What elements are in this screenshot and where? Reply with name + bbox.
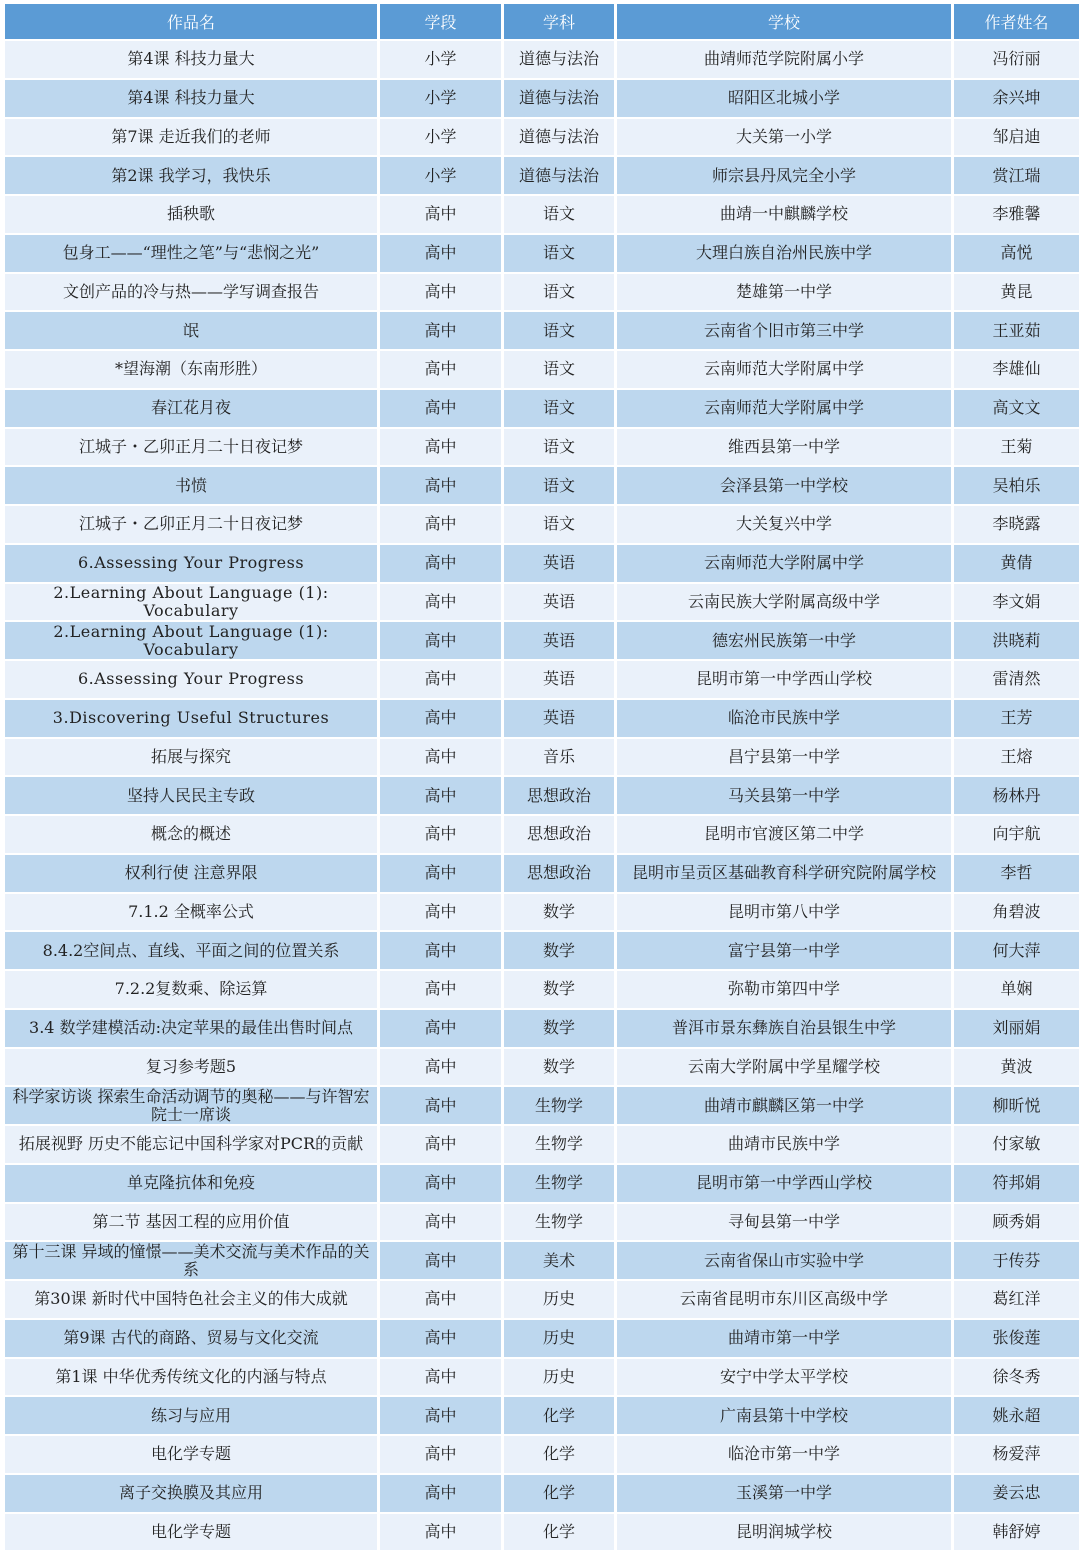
- cell-subject: 生物学: [504, 1165, 614, 1202]
- cell-subject: 数学: [504, 1049, 614, 1086]
- cell-work-name: 单克隆抗体和免疫: [5, 1165, 377, 1202]
- cell-subject: 语文: [504, 506, 614, 543]
- cell-subject: 英语: [504, 700, 614, 737]
- cell-subject: 数学: [504, 1010, 614, 1047]
- cell-author: 符邦娟: [954, 1165, 1079, 1202]
- cell-stage: 高中: [380, 1397, 501, 1434]
- cell-work-name: 7.1.2 全概率公式: [5, 894, 377, 931]
- cell-stage: 高中: [380, 932, 501, 969]
- cell-stage: 高中: [380, 312, 501, 349]
- cell-work-name: 春江花月夜: [5, 390, 377, 427]
- cell-school: 安宁中学太平学校: [617, 1359, 951, 1396]
- table-row: [5, 816, 1079, 853]
- cell-school: 昆明市第八中学: [617, 894, 951, 931]
- cell-subject: 道德与法治: [504, 80, 614, 117]
- cell-school: 昌宁县第一中学: [617, 739, 951, 776]
- cell-stage: 高中: [380, 545, 501, 582]
- cell-author: 向宇航: [954, 816, 1079, 853]
- cell-school: 楚雄第一中学: [617, 274, 951, 311]
- cell-stage: 高中: [380, 390, 501, 427]
- cell-work-name: 拓展视野 历史不能忘记中国科学家对PCR的贡献: [5, 1126, 377, 1163]
- cell-author: 李文娟: [954, 584, 1079, 621]
- table-row: [5, 1359, 1079, 1396]
- cell-subject: 历史: [504, 1281, 614, 1318]
- cell-work-name: 书愤: [5, 467, 377, 504]
- cell-work-name: 权利行使 注意界限: [5, 855, 377, 892]
- table-row: [5, 894, 1079, 931]
- cell-work-name: 电化学专题: [5, 1514, 377, 1551]
- cell-school: 昭阳区北城小学: [617, 80, 951, 117]
- table-row: [5, 1281, 1079, 1318]
- cell-subject: 思想政治: [504, 777, 614, 814]
- cell-school: 昆明市官渡区第二中学: [617, 816, 951, 853]
- cell-author: 李哲: [954, 855, 1079, 892]
- cell-author: 黄波: [954, 1049, 1079, 1086]
- cell-school: 曲靖市第一中学: [617, 1320, 951, 1357]
- cell-subject: 历史: [504, 1320, 614, 1357]
- cell-school: 弥勒市第四中学: [617, 971, 951, 1008]
- cell-work-name: 第二节 基因工程的应用价值: [5, 1204, 377, 1241]
- cell-school: 云南省保山市实验中学: [617, 1242, 951, 1279]
- cell-stage: 高中: [380, 1475, 501, 1512]
- cell-stage: 高中: [380, 235, 501, 272]
- cell-work-name: 第十三课 异域的憧憬——美术交流与美术作品的关系: [5, 1242, 377, 1279]
- cell-school: 广南县第十中学校: [617, 1397, 951, 1434]
- cell-subject: 数学: [504, 932, 614, 969]
- cell-stage: 高中: [380, 1320, 501, 1357]
- cell-school: 玉溪第一中学: [617, 1475, 951, 1512]
- cell-stage: 高中: [380, 1204, 501, 1241]
- cell-subject: 生物学: [504, 1126, 614, 1163]
- cell-subject: 数学: [504, 971, 614, 1008]
- cell-stage: 高中: [380, 274, 501, 311]
- cell-author: 李雄仙: [954, 351, 1079, 388]
- header-school: 学校: [617, 4, 951, 39]
- cell-stage: 高中: [380, 855, 501, 892]
- cell-subject: 生物学: [504, 1204, 614, 1241]
- cell-subject: 英语: [504, 661, 614, 698]
- table-row: [5, 41, 1079, 78]
- table-row: [5, 622, 1079, 659]
- table-body: [5, 41, 1079, 1550]
- cell-subject: 化学: [504, 1475, 614, 1512]
- cell-work-name: 第4课 科技力量大: [5, 41, 377, 78]
- cell-work-name: 复习参考题5: [5, 1049, 377, 1086]
- cell-stage: 高中: [380, 1087, 501, 1124]
- cell-school: 云南师范大学附属中学: [617, 351, 951, 388]
- cell-subject: 音乐: [504, 739, 614, 776]
- cell-author: 杨林丹: [954, 777, 1079, 814]
- table-row: [5, 1049, 1079, 1086]
- table-row: [5, 429, 1079, 466]
- cell-school: 大关第一小学: [617, 119, 951, 156]
- table-row: [5, 235, 1079, 272]
- table-row: [5, 661, 1079, 698]
- cell-author: 张俊莲: [954, 1320, 1079, 1357]
- cell-author: 赏江瑞: [954, 157, 1079, 194]
- cell-stage: 小学: [380, 80, 501, 117]
- table-row: [5, 932, 1079, 969]
- cell-school: 普洱市景东彝族自治县银生中学: [617, 1010, 951, 1047]
- cell-work-name: 文创产品的冷与热——学写调查报告: [5, 274, 377, 311]
- cell-school: 德宏州民族第一中学: [617, 622, 951, 659]
- cell-author: 王芳: [954, 700, 1079, 737]
- cell-stage: 高中: [380, 777, 501, 814]
- cell-author: 邹启迪: [954, 119, 1079, 156]
- cell-school: 曲靖市民族中学: [617, 1126, 951, 1163]
- table-row: [5, 545, 1079, 582]
- cell-stage: 高中: [380, 816, 501, 853]
- cell-author: 刘丽娟: [954, 1010, 1079, 1047]
- cell-subject: 语文: [504, 196, 614, 233]
- cell-subject: 化学: [504, 1436, 614, 1473]
- cell-work-name: 6.Assessing Your Progress: [5, 545, 377, 582]
- cell-author: 高文文: [954, 390, 1079, 427]
- cell-author: 姚永超: [954, 1397, 1079, 1434]
- table-row: [5, 584, 1079, 621]
- cell-subject: 英语: [504, 622, 614, 659]
- cell-work-name: 2.Learning About Language (1): Vocabulary: [5, 622, 377, 659]
- table-row: [5, 119, 1079, 156]
- cell-subject: 思想政治: [504, 855, 614, 892]
- cell-author: 黄倩: [954, 545, 1079, 582]
- cell-stage: 高中: [380, 1242, 501, 1279]
- cell-subject: 化学: [504, 1514, 614, 1551]
- cell-stage: 高中: [380, 506, 501, 543]
- header-row: [5, 4, 1079, 39]
- cell-subject: 语文: [504, 467, 614, 504]
- cell-author: 顾秀娟: [954, 1204, 1079, 1241]
- cell-school: 临沧市民族中学: [617, 700, 951, 737]
- table-row: [5, 80, 1079, 117]
- cell-school: 马关县第一中学: [617, 777, 951, 814]
- cell-school: 昆明润城学校: [617, 1514, 951, 1551]
- table-row: [5, 1126, 1079, 1163]
- cell-stage: 高中: [380, 971, 501, 1008]
- cell-work-name: 3.4 数学建模活动:决定苹果的最佳出售时间点: [5, 1010, 377, 1047]
- cell-work-name: 3.Discovering Useful Structures: [5, 700, 377, 737]
- cell-subject: 道德与法治: [504, 119, 614, 156]
- cell-author: 冯衍丽: [954, 41, 1079, 78]
- cell-subject: 思想政治: [504, 816, 614, 853]
- cell-school: 大关复兴中学: [617, 506, 951, 543]
- cell-author: 葛红洋: [954, 1281, 1079, 1318]
- cell-work-name: 氓: [5, 312, 377, 349]
- cell-author: 徐冬秀: [954, 1359, 1079, 1396]
- cell-school: 云南民族大学附属高级中学: [617, 584, 951, 621]
- cell-stage: 高中: [380, 1359, 501, 1396]
- works-table: [2, 2, 1080, 1552]
- cell-author: 王亚茹: [954, 312, 1079, 349]
- cell-school: 富宁县第一中学: [617, 932, 951, 969]
- cell-author: 余兴坤: [954, 80, 1079, 117]
- cell-work-name: 练习与应用: [5, 1397, 377, 1434]
- cell-stage: 高中: [380, 739, 501, 776]
- table-row: [5, 1087, 1079, 1124]
- cell-school: 云南师范大学附属中学: [617, 545, 951, 582]
- cell-school: 云南大学附属中学星耀学校: [617, 1049, 951, 1086]
- cell-author: 单娴: [954, 971, 1079, 1008]
- cell-stage: 高中: [380, 661, 501, 698]
- cell-school: 曲靖一中麒麟学校: [617, 196, 951, 233]
- cell-stage: 高中: [380, 196, 501, 233]
- cell-author: 吴柏乐: [954, 467, 1079, 504]
- cell-subject: 语文: [504, 351, 614, 388]
- cell-school: 大理白族自治州民族中学: [617, 235, 951, 272]
- table-row: [5, 1320, 1079, 1357]
- cell-school: 临沧市第一中学: [617, 1436, 951, 1473]
- cell-work-name: 拓展与探究: [5, 739, 377, 776]
- cell-author: 李雅馨: [954, 196, 1079, 233]
- cell-work-name: 包身工——“理性之笔”与“悲悯之光”: [5, 235, 377, 272]
- cell-subject: 化学: [504, 1397, 614, 1434]
- cell-author: 洪晓莉: [954, 622, 1079, 659]
- cell-stage: 高中: [380, 700, 501, 737]
- table-row: [5, 351, 1079, 388]
- header-subject: 学科: [504, 4, 614, 39]
- cell-work-name: 江城子・乙卯正月二十日夜记梦: [5, 506, 377, 543]
- cell-stage: 小学: [380, 41, 501, 78]
- cell-work-name: 江城子・乙卯正月二十日夜记梦: [5, 429, 377, 466]
- cell-school: 云南省个旧市第三中学: [617, 312, 951, 349]
- table-row: [5, 1204, 1079, 1241]
- cell-subject: 英语: [504, 545, 614, 582]
- cell-work-name: 第2课 我学习，我快乐: [5, 157, 377, 194]
- table-row: [5, 739, 1079, 776]
- cell-author: 黄昆: [954, 274, 1079, 311]
- cell-subject: 生物学: [504, 1087, 614, 1124]
- cell-subject: 历史: [504, 1359, 614, 1396]
- cell-school: 曲靖师范学院附属小学: [617, 41, 951, 78]
- cell-school: 昆明市第一中学西山学校: [617, 1165, 951, 1202]
- cell-school: 昆明市第一中学西山学校: [617, 661, 951, 698]
- cell-author: 王熔: [954, 739, 1079, 776]
- table-row: [5, 971, 1079, 1008]
- cell-subject: 英语: [504, 584, 614, 621]
- table-row: [5, 196, 1079, 233]
- cell-work-name: 坚持人民民主专政: [5, 777, 377, 814]
- cell-school: 云南师范大学附属中学: [617, 390, 951, 427]
- header-stage: 学段: [380, 4, 501, 39]
- table-row: [5, 1010, 1079, 1047]
- table-row: [5, 312, 1079, 349]
- cell-work-name: 概念的概述: [5, 816, 377, 853]
- cell-school: 昆明市呈贡区基础教育科学研究院附属学校: [617, 855, 951, 892]
- cell-work-name: 第30课 新时代中国特色社会主义的伟大成就: [5, 1281, 377, 1318]
- table-row: [5, 777, 1079, 814]
- cell-stage: 高中: [380, 351, 501, 388]
- cell-stage: 高中: [380, 1514, 501, 1551]
- cell-work-name: 科学家访谈 探索生命活动调节的奥秘——与许智宏院士一席谈: [5, 1087, 377, 1124]
- cell-work-name: 第1课 中华优秀传统文化的内涵与特点: [5, 1359, 377, 1396]
- table-row: [5, 1242, 1079, 1279]
- cell-work-name: 2.Learning About Language (1): Vocabulary: [5, 584, 377, 621]
- table-row: [5, 1436, 1079, 1473]
- cell-author: 李晓露: [954, 506, 1079, 543]
- cell-school: 寻甸县第一中学: [617, 1204, 951, 1241]
- table-row: [5, 157, 1079, 194]
- cell-stage: 高中: [380, 1010, 501, 1047]
- cell-stage: 高中: [380, 584, 501, 621]
- cell-stage: 小学: [380, 119, 501, 156]
- cell-subject: 美术: [504, 1242, 614, 1279]
- cell-stage: 高中: [380, 1436, 501, 1473]
- table-row: [5, 390, 1079, 427]
- cell-stage: 高中: [380, 1126, 501, 1163]
- cell-work-name: 6.Assessing Your Progress: [5, 661, 377, 698]
- cell-subject: 道德与法治: [504, 41, 614, 78]
- table-row: [5, 274, 1079, 311]
- cell-subject: 语文: [504, 235, 614, 272]
- cell-school: 云南省昆明市东川区高级中学: [617, 1281, 951, 1318]
- cell-work-name: 第9课 古代的商路、贸易与文化交流: [5, 1320, 377, 1357]
- table-row: [5, 1475, 1079, 1512]
- table-row: [5, 506, 1079, 543]
- cell-stage: 高中: [380, 894, 501, 931]
- cell-author: 付家敏: [954, 1126, 1079, 1163]
- cell-stage: 高中: [380, 1281, 501, 1318]
- table-header: [5, 4, 1079, 39]
- cell-stage: 高中: [380, 429, 501, 466]
- cell-author: 角碧波: [954, 894, 1079, 931]
- cell-stage: 高中: [380, 622, 501, 659]
- cell-school: 师宗县丹凤完全小学: [617, 157, 951, 194]
- cell-stage: 高中: [380, 1165, 501, 1202]
- cell-work-name: 7.2.2复数乘、除运算: [5, 971, 377, 1008]
- cell-author: 于传芬: [954, 1242, 1079, 1279]
- header-work-name: 作品名: [5, 4, 377, 39]
- cell-author: 雷清然: [954, 661, 1079, 698]
- cell-subject: 语文: [504, 429, 614, 466]
- cell-subject: 语文: [504, 312, 614, 349]
- cell-stage: 高中: [380, 467, 501, 504]
- cell-school: 维西县第一中学: [617, 429, 951, 466]
- cell-stage: 高中: [380, 1049, 501, 1086]
- cell-work-name: 第4课 科技力量大: [5, 80, 377, 117]
- table-row: [5, 1514, 1079, 1551]
- cell-author: 杨爱萍: [954, 1436, 1079, 1473]
- cell-work-name: 电化学专题: [5, 1436, 377, 1473]
- cell-subject: 语文: [504, 274, 614, 311]
- table-row: [5, 467, 1079, 504]
- cell-author: 柳昕悦: [954, 1087, 1079, 1124]
- table-row: [5, 1165, 1079, 1202]
- cell-work-name: 插秧歌: [5, 196, 377, 233]
- cell-subject: 道德与法治: [504, 157, 614, 194]
- header-author: 作者姓名: [954, 4, 1079, 39]
- table-row: [5, 855, 1079, 892]
- cell-subject: 语文: [504, 390, 614, 427]
- cell-author: 何大萍: [954, 932, 1079, 969]
- cell-author: 高悦: [954, 235, 1079, 272]
- cell-school: 曲靖市麒麟区第一中学: [617, 1087, 951, 1124]
- cell-work-name: 8.4.2空间点、直线、平面之间的位置关系: [5, 932, 377, 969]
- cell-subject: 数学: [504, 894, 614, 931]
- table-row: [5, 700, 1079, 737]
- cell-school: 会泽县第一中学校: [617, 467, 951, 504]
- cell-author: 姜云忠: [954, 1475, 1079, 1512]
- cell-stage: 小学: [380, 157, 501, 194]
- cell-work-name: *望海潮（东南形胜）: [5, 351, 377, 388]
- cell-work-name: 离子交换膜及其应用: [5, 1475, 377, 1512]
- cell-author: 王菊: [954, 429, 1079, 466]
- table-row: [5, 1397, 1079, 1434]
- cell-author: 韩舒婷: [954, 1514, 1079, 1551]
- cell-work-name: 第7课 走近我们的老师: [5, 119, 377, 156]
